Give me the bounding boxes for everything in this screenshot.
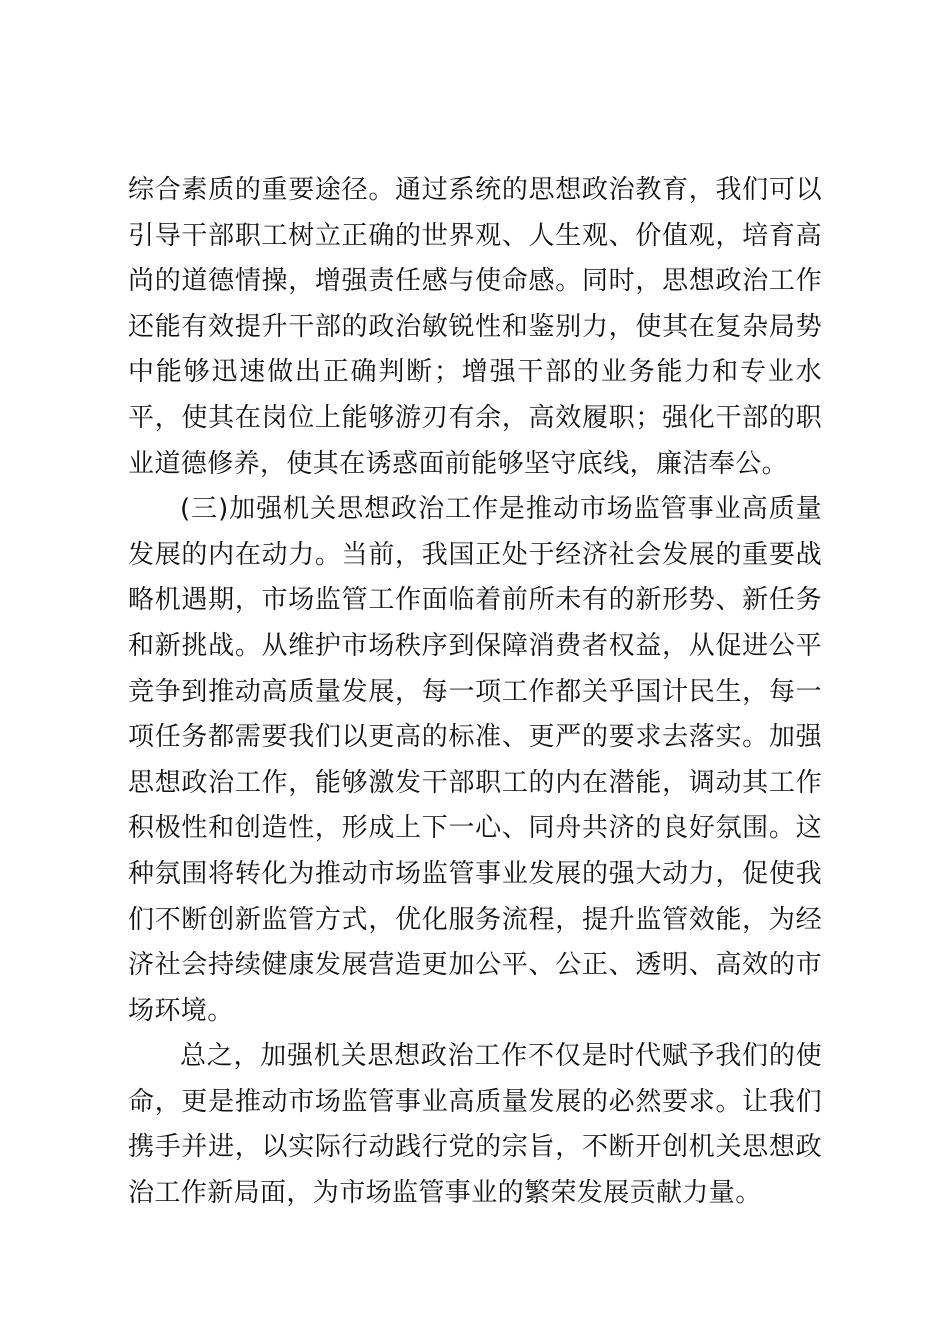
paragraph-section-three: (三)加强机关思想政治工作是推动市场监管事业高质量发展的内在动力。当前，我国正处于经济社会发展的重要战略机遇期，市场监管工作面临着前所未有的新形势、新任务和新挑战。从维护市场秩序到保障消费者权益，从促进公平竞争到推动高质量发展，每一项工作都关乎国计民生，每一项任务都需要我们以更高的标准、更严的要求去落实。加强思想政治工作，能够激发干部职工的内在潜能，调动其工作积极性和创造性，形成上下一心、同舟共济的良好氛围。这种氛围将转化为推动市场监管事业发展的强大动力，促使我们不断创新监管方式，优化服务流程，提升监管效能，为经济社会持续健康发展营造更加公平、公正、透明、高效的市场环境。 (128, 494, 822, 1026)
body-text (128, 168, 822, 1217)
paragraph-conclusion: 总之，加强机关思想政治工作不仅是时代赋予我们的使命，更是推动市场监管事业高质量发展的必然要求。让我们携手并进，以实际行动践行党的宗旨，不断开创机关思想政治工作新局面，为市场监管事业的繁荣发展贡献力量。 (128, 1041, 822, 1209)
paragraph-continuation: 综合素质的重要途径。通过系统的思想政治教育，我们可以引导干部职工树立正确的世界观、人生观、价值观，培育高尚的道德情操，增强责任感与使命感。同时，思想政治工作还能有效提升干部的政治敏锐性和鉴别力，使其在复杂局势中能够迅速做出正确判断；增强干部的业务能力和专业水平，使其在岗位上能够游刃有余，高效履职；强化干部的职业道德修养，使其在诱惑面前能够坚守底线，廉洁奉公。 (128, 175, 822, 479)
